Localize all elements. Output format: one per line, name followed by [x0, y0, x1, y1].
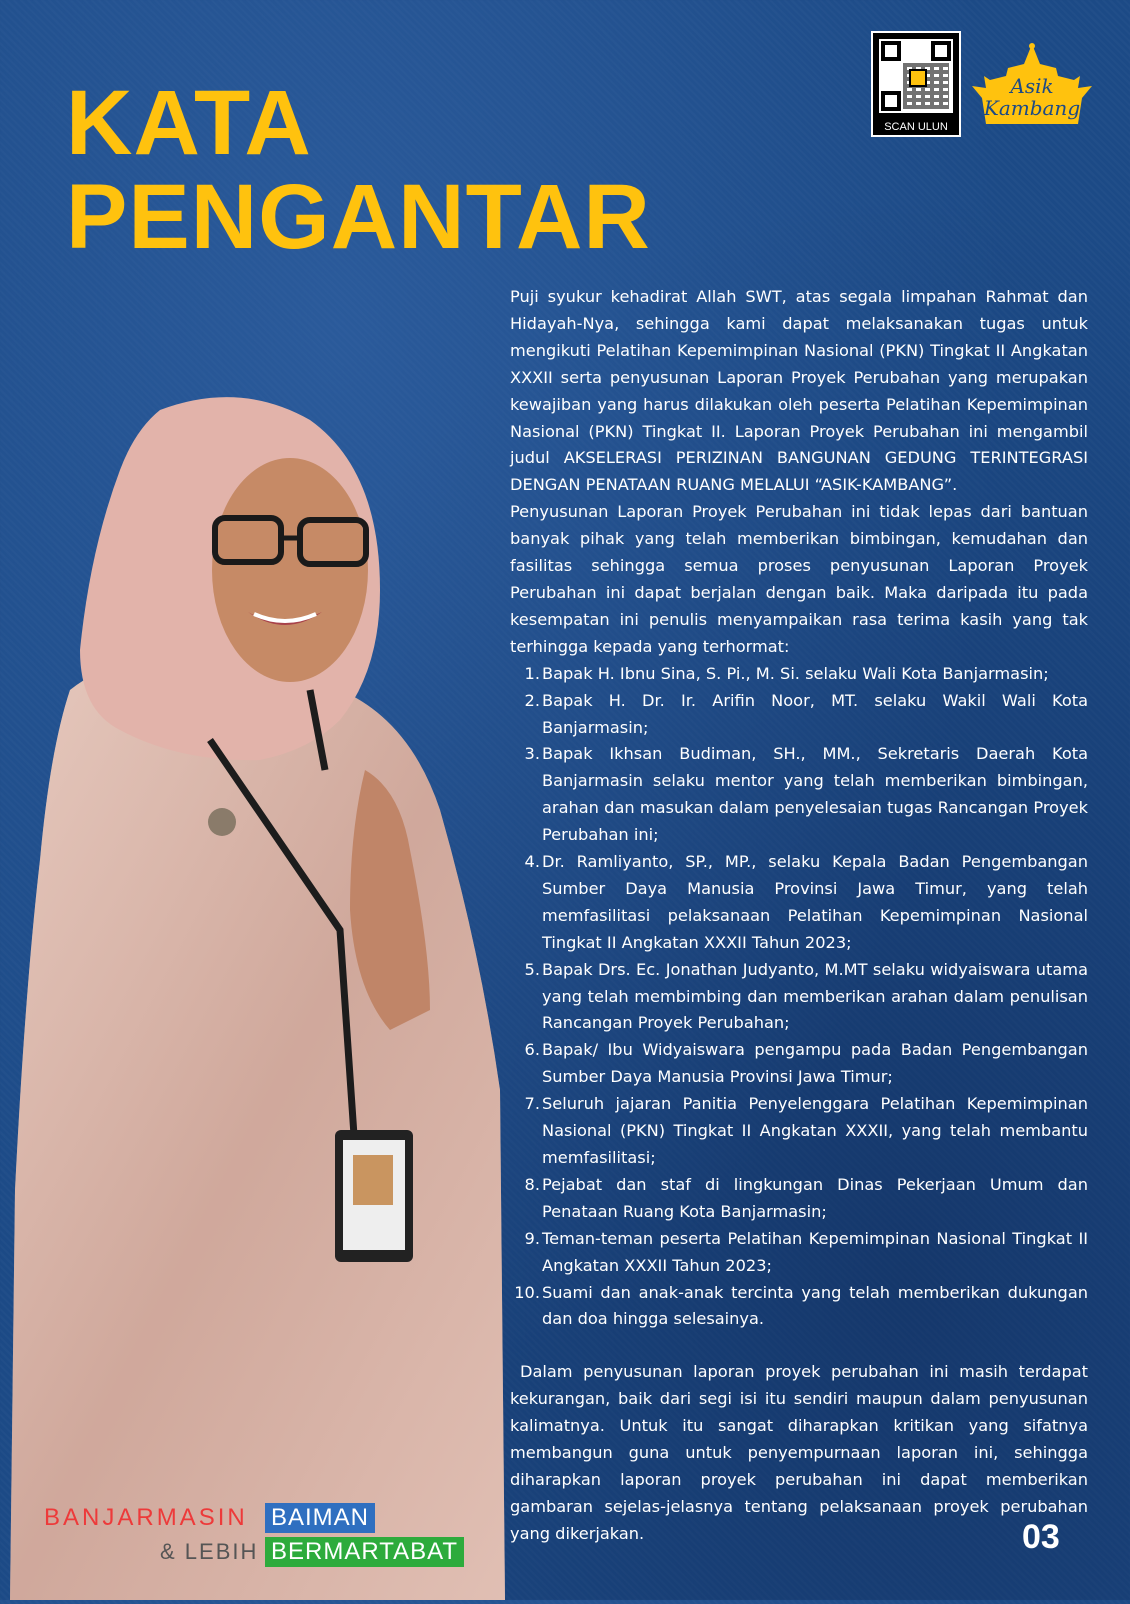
- list-item: 1. Bapak H. Ibnu Sina, S. Pi., M. Si. selaku Wali Kota Banjarmasin;: [524, 663, 1049, 683]
- paragraph-closing: Dalam penyusunan laporan proyek perubahan ini masih terdapat kekurangan, baik dari segi isi itu sendiri maupun dalam penyusunan kalimatnya. Untuk itu sangat diharapkan kritikan yang sifatnya membangun guna untuk penyempurnaan laporan ini, sehingga diharapkan laporan proyek perubahan ini dapat memberikan gambaran sejelas-jelasnya tentang pelaksanaan proyek perubahan yang dikerjakan.: [510, 1362, 1088, 1543]
- qr-caption: SCAN ULUN: [884, 121, 948, 133]
- list-item: 7. Seluruh jajaran Panitia Penyelenggara Pelatihan Kepemimpinan Nasional (PKN) Tingkat II Angkatan XXXII, yang telah membantu memfasilitasi;: [524, 1094, 1088, 1167]
- qr-code-icon: [879, 39, 953, 113]
- title-line-1: KATA: [66, 72, 312, 174]
- list-item: 8. Pejabat dan staf di lingkungan Dinas Pekerjaan Umum dan Penataan Ruang Kota Banjarmasin;: [524, 1174, 1088, 1221]
- logo-text-2: Kambang: [983, 96, 1081, 120]
- list-item: 6. Bapak/ Ibu Widyaiswara pengampu pada Badan Pengembangan Sumber Daya Manusia Provinsi Jawa Timur;: [524, 1040, 1088, 1087]
- list-item: 5. Bapak Drs. Ec. Jonathan Judyanto, M.MT selaku widyaiswara utama yang telah membimbing dan memberikan arahan dalam penulisan Rancangan Proyek Perubahan;: [524, 959, 1088, 1033]
- page-title: [66, 72, 651, 268]
- slogan-lebih: & LEBIH: [160, 1539, 259, 1564]
- slogan-city: BANJARMASIN: [44, 1504, 248, 1531]
- thanks-list: [510, 661, 1088, 1334]
- list-item: 4. Dr. Ramliyanto, SP., MP., selaku Kepala Badan Pengembangan Sumber Daya Manusia Provinsi Jawa Timur, yang telah memfasilitasi pelaksanaan Pelatihan Kepemimpinan Nasional Tingkat II Angkatan XXXII Tahun 2023;: [524, 852, 1088, 952]
- slogan-bermartabat-badge: BERMARTABAT: [265, 1537, 464, 1567]
- paragraph-intro: Puji syukur kehadirat Allah SWT, atas segala limpahan Rahmat dan Hidayah-Nya, sehingga kami dapat melaksanakan tugas untuk mengikuti Pelatihan Kepemimpinan Nasional (PKN) Tingkat II Angkatan XXXII serta penyusunan Laporan Proyek Perubahan yang merupakan kewajiban yang harus dilakukan oleh peserta Pelatihan Kepemimpinan Nasional (PKN) Tingkat II. Laporan Proyek Perubahan ini mengambil judul AKSELERASI PERIZINAN BANGUNAN GEDUNG TERINTEGRASI DENGAN PENATAAN RUANG MELALUI “ASIK-KAMBANG”.: [510, 287, 1088, 495]
- list-item: 10. Suami dan anak-anak tercinta yang telah memberikan dukungan dan doa hingga selesainya.: [514, 1282, 1088, 1329]
- slogan-baiman-badge: BAIMAN: [265, 1503, 375, 1533]
- list-item: 2. Bapak H. Dr. Ir. Arifin Noor, MT. selaku Wakil Wali Kota Banjarmasin;: [524, 690, 1088, 737]
- list-item: 9. Teman-teman peserta Pelatihan Kepemimpinan Nasional Tingkat II Angkatan XXXII Tahun 2023;: [524, 1228, 1088, 1275]
- logo-text-1: Asik: [1010, 74, 1054, 98]
- foreword-text: [510, 284, 1088, 1548]
- qr-code[interactable]: [871, 31, 961, 137]
- paragraph-support: Penyusunan Laporan Proyek Perubahan ini tidak lepas dari bantuan banyak pihak yang telah memberikan bimbingan, kemudahan dan fasilitas sehingga semua proses penyusunan Laporan Proyek Perubahan ini dapat berjalan dengan baik. Maka daripada itu pada kesempatan ini penulis menyampaikan rasa terima kasih yang tak terhingga kepada yang terhormat:: [510, 502, 1088, 656]
- asik-kambang-logo: [966, 40, 1098, 140]
- title-line-2: PENGANTAR: [66, 166, 651, 268]
- list-item: 3. Bapak Ikhsan Budiman, SH., MM., Sekretaris Daerah Kota Banjarmasin selaku mentor yang telah memberikan bimbingan, arahan dan masukan dalam penyelesaian tugas Rancangan Proyek Perubahan ini;: [524, 744, 1088, 845]
- page-number: 03: [1022, 1518, 1060, 1556]
- portrait-photo: [10, 390, 510, 1600]
